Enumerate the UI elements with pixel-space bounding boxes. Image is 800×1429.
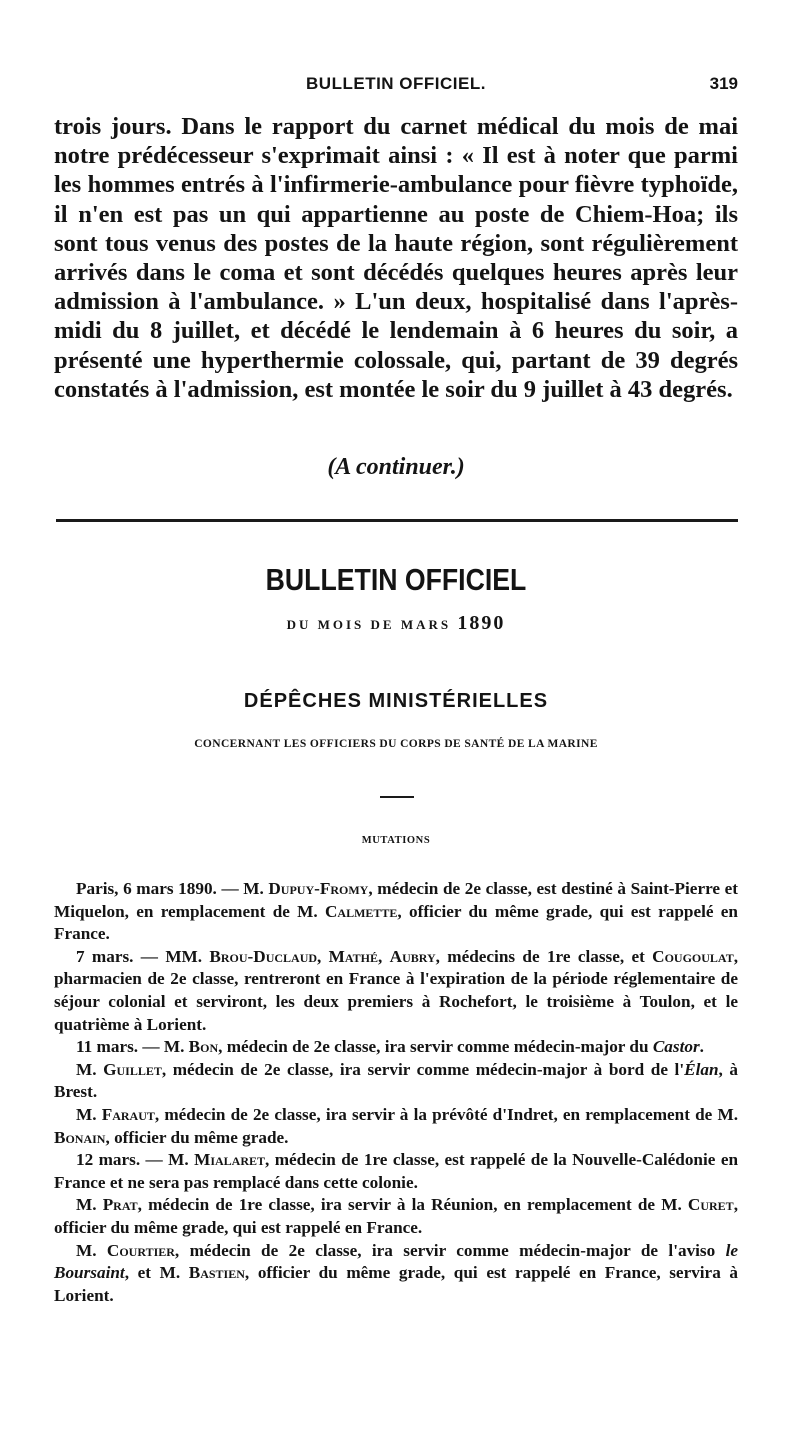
- mutation-entry: 12 mars. — M. Mialaret, médecin de 1re classe, est rappelé de la Nouvelle-Calédonie en France et ne sera pas remplacé dans cette colonie.: [54, 1150, 739, 1192]
- short-divider: [380, 796, 414, 798]
- section-divider: [56, 519, 738, 522]
- continuation-signoff: (A continuer.): [327, 454, 465, 480]
- continuation-text: [54, 112, 738, 404]
- person-name: Aubry: [389, 946, 436, 966]
- person-name: Faraut: [101, 1104, 155, 1124]
- person-name: Prat: [102, 1195, 138, 1215]
- person-name: Courtier: [106, 1240, 175, 1260]
- person-name: Bon: [188, 1037, 219, 1057]
- ship-name: Élan: [684, 1059, 719, 1079]
- mutation-entry: M. Guillet, médecin de 2e classe, ira servir comme médecin-major à bord de l'Élan, à Brest.: [54, 1059, 738, 1102]
- person-name: Bastien: [188, 1263, 245, 1283]
- person-name: Mathé: [328, 946, 379, 966]
- person-name: Bonain: [54, 1127, 106, 1147]
- section-title: DÉPÊCHES MINISTÉRIELLES: [243, 690, 549, 712]
- mutation-entry: 11 mars. — M. Bon, médecin de 2e classe, ira servir comme médecin-major du Castor.: [76, 1037, 704, 1057]
- ship-name: le Boursaint: [54, 1240, 738, 1283]
- person-name: Curet: [687, 1195, 734, 1215]
- person-name: Dupuy-Fromy: [268, 879, 369, 898]
- page-number: 319: [709, 74, 738, 93]
- continuation-paragraph: trois jours. Dans le rapport du carnet médical du mois de mai notre prédécesseur s'exprimait ainsi : « Il est à noter que parmi les hommes entrés à l'infirmerie-ambulance pour fièvre typhoïde, il n'en est pas un qui appartienne au poste de Chiem-Hoa; ils sont tous venus des postes de la haute région, sont régulièrement arrivés dans le coma et sont décédés quelques heures après leur admission à l'ambulance. » L'un deux, hospitalisé dans l'après-midi du 8 juillet, et décédé le lendemain à 6 heures du soir, a présenté une hyperthermie colossale, qui, partant de 39 degrés constatés à l'admission, est montée le soir du 9 juillet à 43 degrés.: [54, 113, 738, 403]
- ship-name: Castor: [652, 1037, 700, 1057]
- bulletin-title: BULLETIN OFFICIEL: [265, 562, 527, 597]
- person-name: Mialaret: [194, 1150, 266, 1170]
- mutation-entry: M. Faraut, médecin de 2e classe, ira servir à la prévôté d'Indret, en remplacement de M. Bonain, officier du même grade.: [54, 1104, 738, 1147]
- bulletin-month-line: [54, 612, 738, 635]
- mutation-entry: M. Prat, médecin de 1re classe, ira servir à la Réunion, en remplacement de M. Curet, officier du même grade, qui est rappelé en France.: [54, 1195, 738, 1237]
- mutation-entries: [54, 878, 738, 1307]
- month-label: DU MOIS DE MARS: [286, 617, 452, 632]
- person-name: Guillet: [103, 1059, 162, 1079]
- bulletin-year: 1890: [457, 612, 506, 634]
- mutation-entry: Paris, 6 mars 1890. — M. Dupuy-Fromy, médecin de 2e classe, est destiné à Saint-Pierre et Miquelon, en remplacement de M. Calmette, officier du même grade, qui est rappelé en France.: [54, 879, 738, 944]
- subsection-title: MUTATIONS: [361, 835, 431, 846]
- mutation-entry: M. Courtier, médecin de 2e classe, ira servir comme médecin-major de l'aviso le Boursaint, et M. Bastien, officier du même grade, qui est rappelé en France, servira à Lorient.: [54, 1240, 739, 1305]
- person-name: Brou-Duclaud: [209, 946, 318, 966]
- person-name: Cougoulat: [652, 946, 734, 966]
- running-header: [54, 74, 738, 98]
- running-title: BULLETIN OFFICIEL.: [306, 74, 486, 93]
- section-subtitle: CONCERNANT LES OFFICIERS DU CORPS DE SANTÉ DE LA MARINE: [194, 738, 598, 750]
- person-name: Calmette: [324, 901, 398, 921]
- mutation-entry: 7 mars. — MM. Brou-Duclaud, Mathé, Aubry, médecins de 1re classe, et Cougoulat, pharmacien de 2e classe, rentreront en France à l'expiration de la période réglementaire de séjour colonial et serviront, les deux premiers à Rochefort, le troisième à Toulon, et le quatrième à Lorient.: [54, 946, 738, 1034]
